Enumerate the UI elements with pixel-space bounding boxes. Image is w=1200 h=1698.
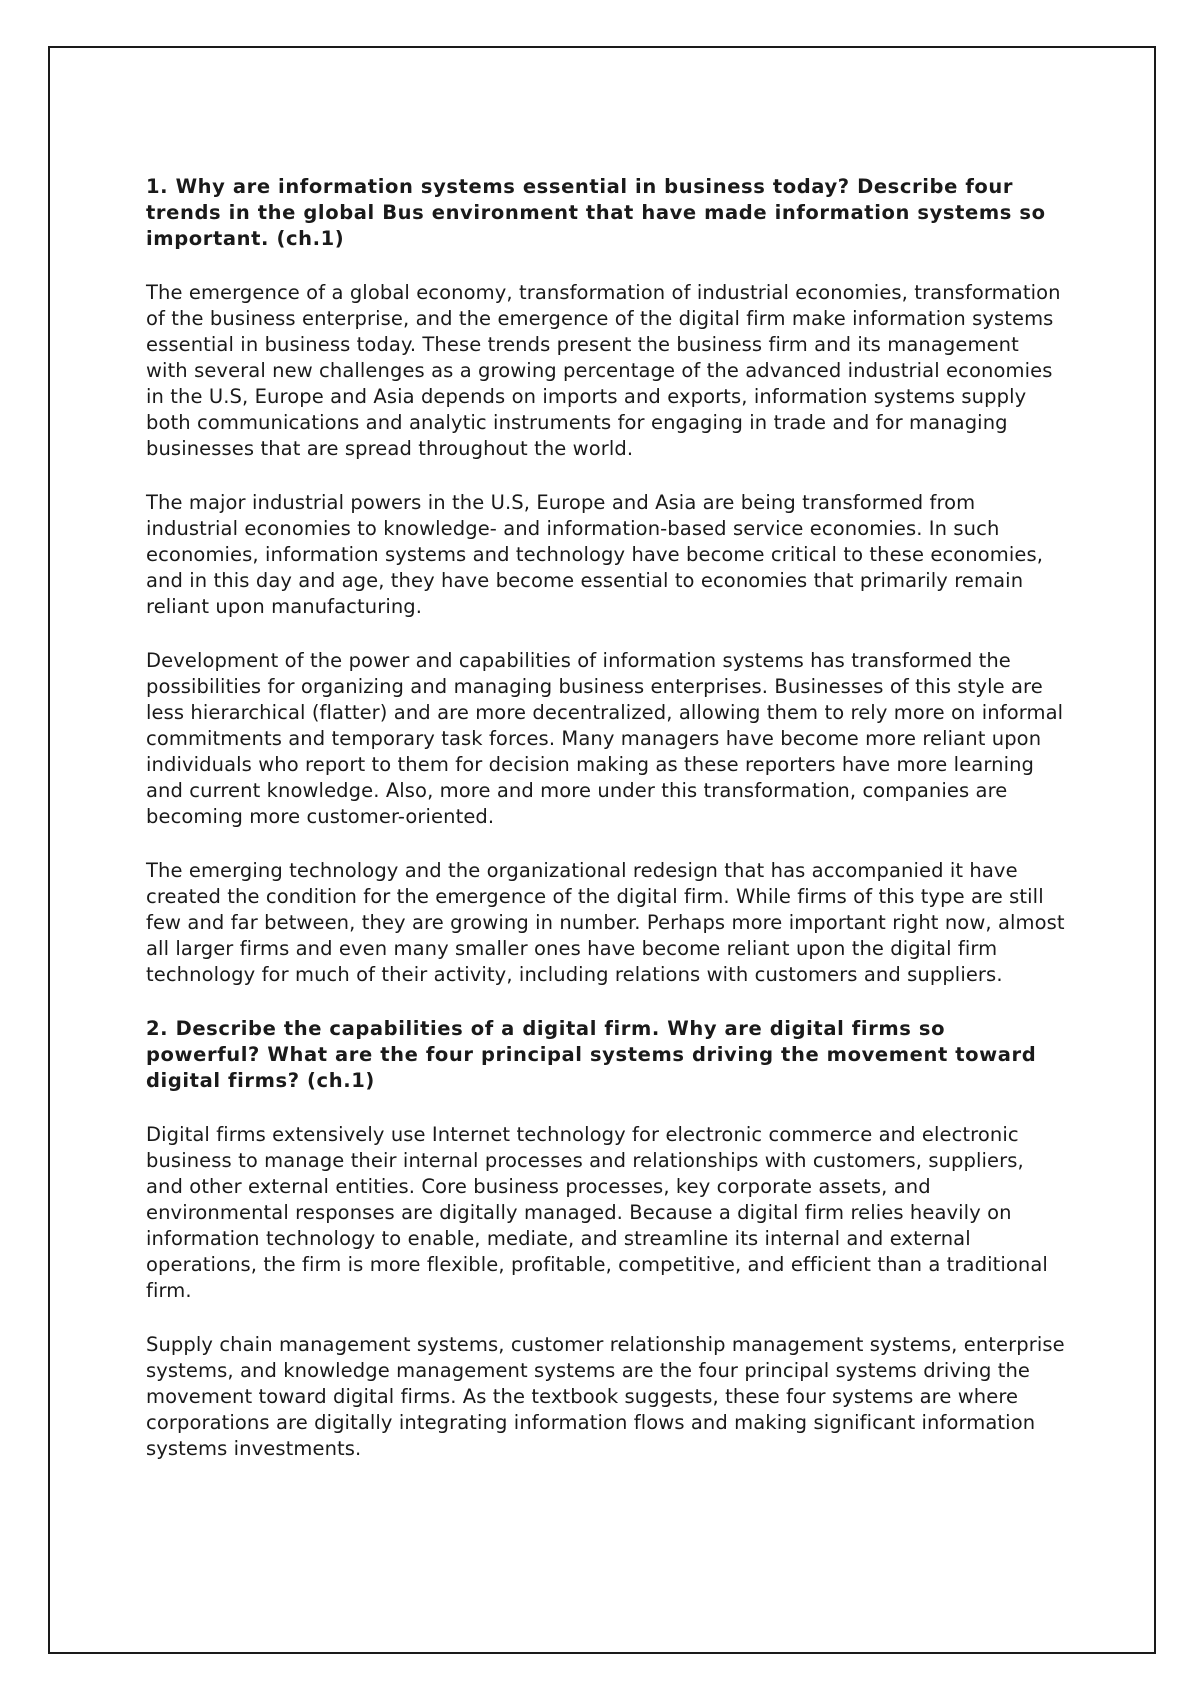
answer-2-paragraph-2: Supply chain management systems, customer relationship management systems, enterprise systems, and knowledge management systems are the four principal systems driving the movement toward digital firms. As the textbook suggests, these four systems are where corporations are digitally integrating information flows and making significant information systems investments. (146, 1333, 1065, 1460)
answer-1-paragraph-1: The emergence of a global economy, transformation of industrial economies, transformation of the business enterprise, and the emergence of the digital firm make information systems essential in business today. These trends present the business firm and its management with several new challenges as a growing percentage of the advanced industrial economies in the U.S, Europe and Asia depends on imports and exports, information systems supply both communications and analytic instruments for engaging in trade and for managing businesses that are spread throughout the world. (146, 281, 1061, 460)
document-body (146, 174, 1066, 1490)
answer-1-paragraph-2: The major industrial powers in the U.S, Europe and Asia are being transformed from industrial economies to knowledge- and information-based service economies. In such economies, information systems and technology have become critical to these economies, and in this day and age, they have become essential to economies that primarily remain reliant upon manufacturing. (146, 491, 1044, 618)
answer-2-paragraph-1: Digital firms extensively use Internet technology for electronic commerce and electronic business to manage their internal processes and relationships with customers, suppliers, and other external entities. Core business processes, key corporate assets, and environmental responses are digitally managed. Because a digital firm relies heavily on information technology to enable, mediate, and streamline its internal and external operations, the firm is more flexible, profitable, competitive, and efficient than a traditional firm. (146, 1123, 1048, 1302)
answer-1-paragraph-4: The emerging technology and the organizational redesign that has accompanied it have created the condition for the emergence of the digital firm. While firms of this type are still few and far between, they are growing in number. Perhaps more important right now, almost all larger firms and even many smaller ones have become reliant upon the digital firm technology for much of their activity, including relations with customers and suppliers. (146, 859, 1065, 986)
question-2-heading: 2. Describe the capabilities of a digital firm. Why are digital firms so powerful? What are the four principal systems driving the movement toward digital firms? (ch.1) (146, 1017, 1037, 1092)
answer-1-paragraph-3: Development of the power and capabilities of information systems has transformed the possibilities for organizing and managing business enterprises. Businesses of this style are less hierarchical (flatter) and are more decentralized, allowing them to rely more on informal commitments and temporary task forces. Many managers have become more reliant upon individuals who report to them for decision making as these reporters have more learning and current knowledge. Also, more and more under this transformation, companies are becoming more customer-oriented. (146, 649, 1064, 828)
question-1-heading: 1. Why are information systems essential in business today? Describe four trends in the global Bus environment that have made information systems so important. (ch.1) (146, 175, 1046, 250)
